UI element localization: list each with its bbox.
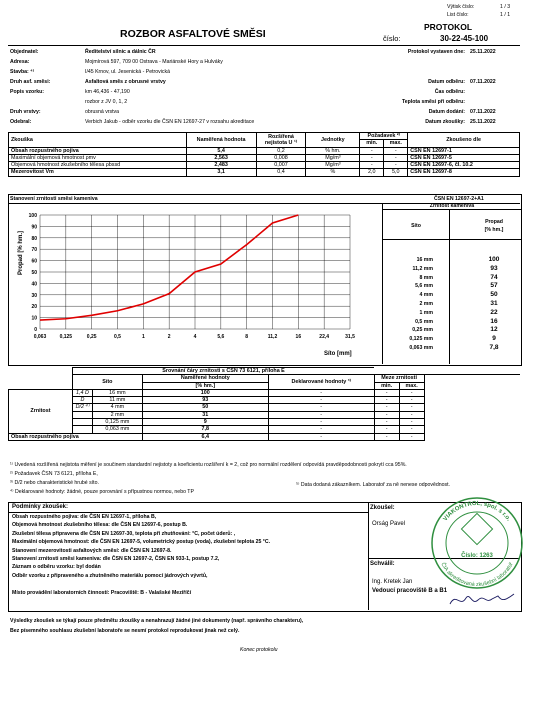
results-unc: 0,4 (256, 169, 306, 176)
note-right: ⁵⁾ Data dodaná zákazníkem. Laboratoř za ně nenese odpovědnost. (296, 482, 450, 488)
sieve-propad: 9 (492, 335, 496, 343)
sieve-size: 0,063 mm (409, 345, 433, 351)
compare-lbl (72, 426, 92, 433)
sheet-value: 1 / 3 (500, 4, 511, 10)
note-line: ⁴⁾ Deklarované hodnoty: žádné, pouze porovnání s přípustnou normou, nebo TP (10, 489, 194, 495)
sieve-propad: 12 (490, 326, 498, 334)
compare-min: - (374, 389, 399, 396)
footer-line: Bez písemného souhlasu zkušební laboratoře se nesmí protokol reprodukovat jinak než celý. (10, 628, 240, 634)
compare-sieve: 0,063 mm (92, 426, 142, 433)
condition-line: Záznam o odběru vzorku: byl dodán (12, 564, 101, 571)
info-value: Ředitelství silnic a dálnic ČR (85, 49, 156, 55)
compare-min: - (374, 411, 399, 418)
info-value: Verbich Jakub - odběr vzorku dle ČSN EN 12697-27 v rozsahu akreditace (85, 119, 255, 125)
y-tick-label: 80 (31, 235, 37, 242)
y-tick-label: 90 (31, 224, 37, 231)
results-norm: ČSN EN 12697-8 (408, 169, 520, 176)
page-title: ROZBOR ASFALTOVÉ SMĚSI (120, 28, 266, 40)
condition-line: Obsah rozpustného pojiva: dle ČSN EN 12697-1, příloha B, (12, 514, 157, 520)
results-name: Obsah rozpustného pojiva (9, 147, 187, 154)
info-right-value: 25.11.2022 (470, 49, 496, 55)
compare-min: - (374, 426, 399, 433)
compare-min: - (374, 419, 399, 426)
page-label: List číslo: (447, 12, 469, 18)
zkousel-name: Orság Pavel (372, 521, 406, 527)
condition-line: Maximální objemová hmotnost: dle ČSN EN 12697-5, volumetrický postup (voda), zkušební teplota 25 °C. (12, 539, 271, 546)
sieve-size: 5,6 mm (415, 283, 433, 290)
sieve-propad: 74 (490, 273, 498, 281)
results-row (9, 162, 520, 169)
gradation-norm: ČSN EN 12697-2+A1 (434, 196, 484, 202)
signature (448, 590, 518, 610)
compare-side-label: Zrnitost (9, 389, 73, 433)
compare-max: - (399, 411, 424, 418)
sieve-size: 16 mm (416, 257, 433, 263)
stamp-ring-top: VIAKONTROL, spol. s r.o. (442, 500, 512, 523)
results-table (8, 132, 520, 177)
compare-lbl: D/2 ⁴⁾ (72, 404, 92, 411)
y-tick-label: 100 (28, 213, 37, 219)
x-tick-label: 22,4 (319, 334, 330, 340)
info-right-label: Čas odběru: (434, 89, 465, 95)
info-label: Odebral: (10, 119, 32, 125)
sieve-propad: 22 (490, 308, 498, 316)
stamp-ring-bottom: ČIA akreditovaná zkušební laboratoř (439, 561, 515, 589)
compare-h-unit: [% hm.] (142, 382, 268, 389)
compare-row (9, 426, 521, 433)
sieve-propad: 57 (490, 282, 498, 290)
x-axis-label: Síto [mm] (324, 351, 352, 357)
y-tick-label: 0 (34, 327, 37, 333)
results-h-min: min. (360, 140, 384, 147)
x-tick-label: 0,25 (86, 334, 97, 340)
compare-max: - (399, 397, 424, 404)
footer-block (10, 618, 520, 638)
info-right-label: Datum dodání: (428, 109, 465, 115)
compare-sieve: 0,125 mm (92, 419, 142, 426)
x-tick-label: 31,5 (345, 334, 355, 340)
results-h-value: Naměřená hodnota (186, 133, 256, 148)
compare-value: 31 (142, 411, 268, 418)
info-right-value: 25.11.2022 (470, 119, 496, 125)
info-right-row (360, 119, 525, 128)
compare-lbl: 1,4 D (72, 389, 92, 396)
schvalil-name: Ing. Kretek Jan (372, 579, 413, 585)
results-unit: % hm. (306, 147, 360, 154)
x-tick-label: 0,125 (59, 334, 73, 340)
results-max: - (384, 154, 408, 161)
results-unit: Mg/m³ (306, 154, 360, 161)
conditions-lines (12, 514, 372, 598)
compare-value: 100 (142, 389, 268, 396)
info-right-row (360, 49, 525, 58)
results-h-unit: Jednotky (306, 133, 360, 148)
results-name: Mezerovitost Vm (9, 169, 187, 176)
sieve-col-unit: [% hm.] (484, 227, 504, 233)
compare-row (9, 389, 521, 396)
compare-sieve: 11 mm (92, 397, 142, 404)
results-min: - (360, 162, 384, 169)
conditions-title: Podmínky zkoušek: (12, 504, 69, 510)
cislo-value: 30-22-45-100 (440, 34, 489, 43)
results-row (9, 154, 520, 161)
compare-lbl (72, 411, 92, 418)
sieve-size: 2 mm (419, 301, 433, 307)
x-tick-label: 5,6 (217, 334, 225, 340)
results-name: Maximální objemová hmotnost ρmv (9, 154, 187, 161)
info-label: Objednatel: (10, 49, 39, 55)
x-tick-label: 1 (141, 334, 145, 340)
condition-line: Stanovení zrnitosti směsi kameniva: dle ČSN EN 12697-2, ČSN EN 933-1, postup 7.2, (12, 555, 220, 562)
header-divider (8, 45, 520, 46)
compare-value: 7,8 (142, 426, 268, 433)
info-value: Asfaltová směs z obrusné vrstvy (85, 79, 166, 85)
info-label: Popis vzorku: (10, 89, 45, 95)
x-tick-label: 0,063 (33, 334, 47, 340)
compare-h-max: max. (399, 382, 424, 389)
compare-binder-value: 6,4 (142, 433, 268, 440)
info-right-value: 07.11.2022 (470, 79, 496, 85)
results-header-row (9, 133, 520, 140)
notes-block (10, 462, 520, 498)
info-label: Adresa: (10, 59, 30, 65)
info-right-row (360, 69, 525, 78)
y-tick-label: 50 (31, 270, 37, 276)
results-value: 2,563 (186, 154, 256, 161)
results-unc: 0,007 (256, 162, 306, 169)
compare-value: 50 (142, 404, 268, 411)
compare-value: 93 (142, 397, 268, 404)
note-line: ²⁾ Požadavek ČSN 73 6121, příloha E, (10, 471, 98, 477)
y-tick-label: 40 (31, 281, 37, 288)
sieve-propad: 7,8 (489, 344, 499, 351)
sieve-table-title: Zrnitost kameniva (383, 203, 521, 210)
sieve-propad: 31 (490, 300, 498, 307)
vedouci-label: Vedoucí pracoviště B a B1 (372, 588, 448, 594)
y-tick-label: 60 (31, 258, 37, 265)
compare-h-site: Síto (72, 375, 142, 390)
compare-value: 9 (142, 419, 268, 426)
sieve-size: 8 mm (419, 274, 433, 281)
results-value: 5,4 (186, 147, 256, 154)
sheet-label: Výtisk číslo: (447, 4, 475, 10)
page-value: 1 / 1 (500, 12, 511, 18)
compare-row (9, 419, 521, 426)
sieve-col-site: Síto (411, 223, 421, 229)
sieve-size: 0,25 mm (412, 327, 433, 334)
compare-declared: - (268, 397, 374, 404)
x-tick-label: 2 (167, 334, 171, 340)
sieve-size: 4 mm (419, 292, 433, 299)
compare-min: - (374, 404, 399, 411)
results-row (9, 147, 520, 154)
y-tick-label: 10 (31, 315, 37, 322)
compare-row (9, 397, 521, 404)
sieve-size: 0,5 mm (415, 318, 433, 325)
footer-line: Výsledky zkoušek se týkají pouze předmětu zkoušky a nenahrazují žádné jiné dokumenty (např. správního charakteru), (10, 618, 304, 624)
compare-sieve: 2 mm (92, 411, 142, 418)
results-unit: % (306, 169, 360, 176)
compare-h-limits: Meze zrnitosti (374, 375, 424, 382)
info-right-row (360, 109, 525, 118)
results-min: - (360, 147, 384, 154)
results-max: - (384, 147, 408, 154)
info-right-value: 07.11.2022 (470, 109, 496, 115)
compare-title: Srovnání čáry zrnitosti s ČSN 73 6121, příloha E (72, 368, 374, 375)
note-line: ³⁾ D/2 nebo charakteristické hrubé síto. (10, 480, 99, 486)
results-max: - (384, 162, 408, 169)
x-tick-label: 16 (295, 334, 302, 340)
info-value: obrusná vrstva (85, 109, 120, 115)
results-h-test: Zkouška (9, 133, 187, 148)
condition-line: Odběr vzorku z připraveného a zhutněného materiálu pomocí jádrových vývrtů, (12, 572, 208, 579)
schvalil-label: Schválil: (370, 561, 395, 567)
sieve-size: 0,125 mm (409, 336, 433, 343)
info-right-row (360, 99, 525, 108)
sieve-col-propad: Propad (485, 219, 503, 225)
compare-binder-label: Obsah rozpustného pojiva (9, 433, 143, 440)
x-tick-label: 0,5 (114, 334, 121, 340)
cislo-label: číslo: (383, 34, 401, 43)
info-right-label: Datum zkoušky: (425, 119, 465, 125)
info-right-row (360, 59, 525, 68)
lab-stamp (428, 494, 526, 592)
x-tick-label: 11,2 (267, 334, 278, 340)
info-right-label: Datum odběru: (428, 79, 465, 85)
results-unit: Mg/m³ (306, 162, 360, 169)
compare-lbl (72, 419, 92, 426)
info-value: Mojmírová 597, 709 00 Ostrava - Mariánské Hory a Hulváky (85, 59, 223, 65)
results-row (9, 169, 520, 176)
x-tick-label: 4 (193, 334, 197, 340)
gradation-title: Stanovení zrnitosti směsi kameniva (10, 196, 98, 202)
end-of-protocol: Konec protokolu (240, 647, 278, 653)
sieve-propad: 16 (490, 317, 498, 325)
y-tick-label: 20 (31, 304, 37, 311)
results-norm: ČSN EN 12697-1 (408, 147, 520, 154)
compare-max: - (399, 419, 424, 426)
info-right-label: Teplota směsi při odběru: (401, 99, 465, 105)
y-axis-label: Propad [% hm.] (18, 230, 24, 276)
condition-line (12, 581, 372, 589)
compare-sieve: 16 mm (92, 389, 142, 396)
compare-max: - (399, 404, 424, 411)
compare-lbl: D (72, 397, 92, 404)
protokol-label: PROTOKOL (424, 22, 473, 32)
condition-line: Objemová hmotnost zkušebního tělesa: dle ČSN EN 12697-6, postup B. (12, 522, 188, 529)
zkousel-label: Zkoušel: (370, 505, 395, 511)
compare-declared: - (268, 411, 374, 418)
results-value: 3,1 (186, 169, 256, 176)
info-right-row (360, 79, 525, 88)
results-h-norm: Zkoušeno dle (408, 133, 520, 148)
condition-line: Zkušební tělesa připravena dle ČSN EN 12697-30, teplota při zhutňování: °C, počet úderů: , (12, 530, 236, 537)
info-value: km 46,436 - 47,190 (85, 89, 130, 95)
compare-declared: - (268, 419, 374, 426)
note-line: ¹⁾ Uvedená rozšířená nejistota měření je součinem standardní nejistoty a koeficientu rozšíření k = 2, což pro normální rozdělení odpovídá pravděpodobnosti pokrytí cca 95%. (10, 462, 407, 468)
compare-max: - (399, 389, 424, 396)
compare-h-measured: Naměřené hodnoty (142, 375, 268, 382)
info-label: Druh asf. směsi: (10, 79, 51, 85)
compare-h-declared: Deklarované hodnoty ³⁾ (268, 375, 374, 390)
sieve-size: 11,2 mm (412, 265, 433, 272)
results-unc: 0,2 (256, 147, 306, 154)
condition-line: Stanovení mezerovitosti asfaltových směsí: dle ČSN EN 12697-8. (12, 547, 172, 554)
info-label: Druh vrstvy: (10, 109, 41, 115)
results-unc: 0,008 (256, 154, 306, 161)
info-right-row (360, 89, 525, 98)
results-norm: ČSN EN 12697-6, čl. 10.2 (408, 162, 520, 169)
info-label: Stavba: ⁴⁾ (10, 69, 35, 75)
info-right-label: Protokol vystaven dne: (407, 49, 465, 55)
results-min: 2,0 (360, 169, 384, 176)
results-min: - (360, 154, 384, 161)
info-value: rozbor z JV 0, 1, 2 (85, 99, 128, 105)
compare-declared: - (268, 404, 374, 411)
sieve-propad: 100 (488, 256, 500, 263)
info-value: I/45 Krnov, ul. Jesenická - Petrovická (85, 69, 170, 75)
x-tick-label: 8 (245, 334, 249, 340)
compare-h-min: min. (374, 382, 399, 389)
compare-row (9, 411, 521, 418)
svg-text:ČIA akreditovaná zkušební labo (439, 561, 514, 588)
compare-row (9, 404, 521, 411)
compare-min: - (374, 397, 399, 404)
results-max: 5,0 (384, 169, 408, 176)
compare-table: Srovnání čáry zrnitosti s ČSN 73 6121, příloha E Síto Naměřené hodnoty Deklarované hodnoty ³⁾ Meze zrnitosti [% hm.] min. max. Zrnitost 1,4 D 16 mm 100 - - - D 11 mm 93 - - - D/2 ⁴⁾ 4 mm 50 - - - 2 mm 31 - - - 0,125 mm 9 - - - 0,063 mm 7,8 - - - Obsah rozpustného pojiva 6,4 - - - (8, 367, 520, 441)
results-h-req: Požadavek ²⁾ (360, 133, 408, 140)
sieve-propad: 93 (490, 264, 498, 272)
results-h-max: max. (384, 140, 408, 147)
compare-max: - (399, 426, 424, 433)
stamp-number: Číslo: 1263 (461, 553, 493, 559)
y-tick-label: 30 (31, 292, 37, 299)
compare-declared: - (268, 389, 374, 396)
sieve-size: 1 mm (419, 309, 433, 316)
condition-line: Místo provádění laboratorních činností: Pracoviště: B - Valašské Meziříčí (12, 589, 192, 596)
results-h-unc: Rozšířená nejistota U ¹⁾ (256, 133, 306, 148)
gradation-chart (10, 205, 380, 363)
sieve-table (382, 203, 521, 364)
sieve-propad: 50 (490, 291, 498, 299)
compare-declared: - (268, 426, 374, 433)
results-name: Objemová hmotnost zkušebního tělesa ρbssd (9, 162, 187, 169)
results-norm: ČSN EN 12697-5 (408, 154, 520, 161)
compare-sieve: 4 mm (92, 404, 142, 411)
results-value: 2,483 (186, 162, 256, 169)
y-tick-label: 70 (31, 247, 37, 254)
